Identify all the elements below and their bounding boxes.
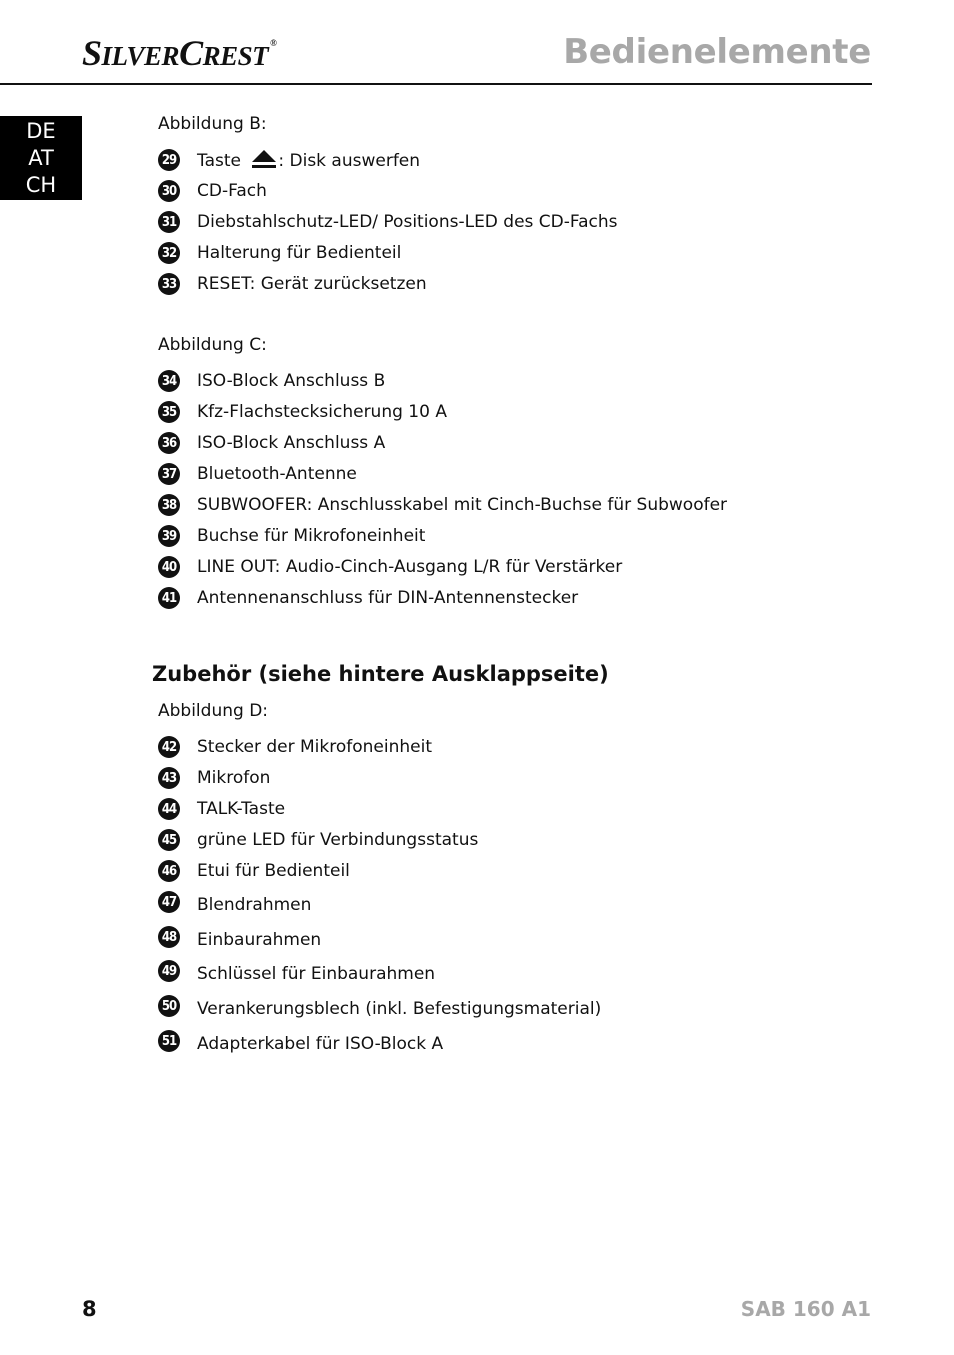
list-item [158, 586, 579, 610]
figure-b-caption: Abbildung B: [158, 114, 267, 134]
item-label: SUBWOOFER: Anschlusskabel mit Cinch-Buchse für Subwoofer [197, 495, 728, 515]
logo-rest: REST [202, 41, 269, 71]
item-number: 47 [158, 891, 180, 913]
list-item [158, 859, 350, 883]
item-label: Stecker der Mikrofoneinheit [197, 737, 432, 757]
eject-icon [251, 149, 277, 169]
item-number: 51 [158, 1030, 180, 1052]
item-label: LINE OUT: Audio-Cinch-Ausgang L/R für Verstärker [197, 557, 623, 577]
item-number: 39 [158, 525, 180, 547]
item-label: Halterung für Bedienteil [197, 243, 402, 263]
lang-de: DE [26, 118, 56, 143]
item-label: Blendrahmen [197, 895, 312, 915]
item-label: TALK-Taste [197, 799, 286, 819]
model-number: SAB 160 A1 [740, 1297, 871, 1321]
list-item [158, 400, 447, 424]
header-divider [0, 83, 872, 85]
item-number: 46 [158, 860, 180, 882]
item-label: Antennenanschluss für DIN-Antennenstecker [197, 588, 579, 608]
list-item [158, 179, 267, 203]
item-label: CD-Fach [197, 181, 267, 201]
page-title: Bedienelemente [563, 32, 871, 72]
item-label: RESET: Gerät zurücksetzen [197, 274, 427, 294]
logo-registered-mark: ® [270, 38, 277, 48]
item-number: 45 [158, 829, 180, 851]
lang-ch: CH [25, 172, 57, 197]
lang-at: AT [28, 145, 54, 170]
item-number: 36 [158, 432, 180, 454]
item-label: Schlüssel für Einbaurahmen [197, 964, 436, 984]
item-number: 32 [158, 242, 180, 264]
item-number: 42 [158, 736, 180, 758]
item-label: Kfz-Flachstecksicherung 10 A [197, 402, 447, 422]
item-number: 41 [158, 587, 180, 609]
item-number: 30 [158, 180, 180, 202]
list-item [158, 272, 427, 296]
list-item [158, 555, 623, 579]
list-item [158, 493, 728, 517]
logo-ilver: ILVER [101, 41, 180, 71]
language-tab [0, 116, 82, 200]
item-number: 38 [158, 494, 180, 516]
item-number: 48 [158, 926, 180, 948]
item-number: 34 [158, 370, 180, 392]
item-label: Diebstahlschutz-LED/ Positions-LED des CD-Fachs [197, 212, 618, 232]
item-label: Verankerungsblech (inkl. Befestigungsmaterial) [197, 999, 602, 1019]
item-label: Buchse für Mikrofoneinheit [197, 526, 426, 546]
list-item [158, 369, 386, 393]
item-label: Etui für Bedienteil [197, 861, 350, 881]
list-item [158, 890, 312, 915]
item-label: Einbaurahmen [197, 930, 322, 950]
brand-logo [82, 32, 276, 74]
list-item [158, 797, 286, 821]
item-number: 40 [158, 556, 180, 578]
item-label: Bluetooth-Antenne [197, 464, 357, 484]
item-label-before: Taste [197, 151, 247, 171]
figure-c-caption: Abbildung C: [158, 335, 267, 355]
item-number: 50 [158, 995, 180, 1017]
list-item [158, 524, 426, 548]
item-label-after: : Disk auswerfen [278, 151, 421, 171]
item-number: 49 [158, 960, 180, 982]
item-number: 44 [158, 798, 180, 820]
item-number: 29 [158, 149, 180, 171]
section-heading: Zubehör (siehe hintere Ausklappseite) [152, 662, 609, 686]
list-item [158, 1029, 444, 1054]
figure-d-caption: Abbildung D: [158, 701, 269, 721]
list-item [158, 766, 271, 790]
item-number: 43 [158, 767, 180, 789]
list-item [158, 148, 421, 172]
item-label [197, 149, 420, 171]
page-number: 8 [82, 1297, 97, 1321]
list-item [158, 210, 618, 234]
list-item [158, 462, 357, 486]
item-number: 31 [158, 211, 180, 233]
list-item [158, 994, 602, 1019]
logo-s: S [82, 33, 102, 73]
item-label: ISO-Block Anschluss B [197, 371, 386, 391]
item-number: 33 [158, 273, 180, 295]
item-label: grüne LED für Verbindungsstatus [197, 830, 479, 850]
item-number: 37 [158, 463, 180, 485]
item-label: ISO-Block Anschluss A [197, 433, 386, 453]
item-label: Adapterkabel für ISO-Block A [197, 1034, 444, 1054]
list-item [158, 828, 479, 852]
item-number: 35 [158, 401, 180, 423]
list-item [158, 431, 386, 455]
item-label: Mikrofon [197, 768, 271, 788]
list-item [158, 925, 322, 950]
list-item [158, 959, 436, 984]
list-item [158, 241, 402, 265]
logo-c: C [179, 33, 203, 73]
list-item [158, 735, 432, 759]
